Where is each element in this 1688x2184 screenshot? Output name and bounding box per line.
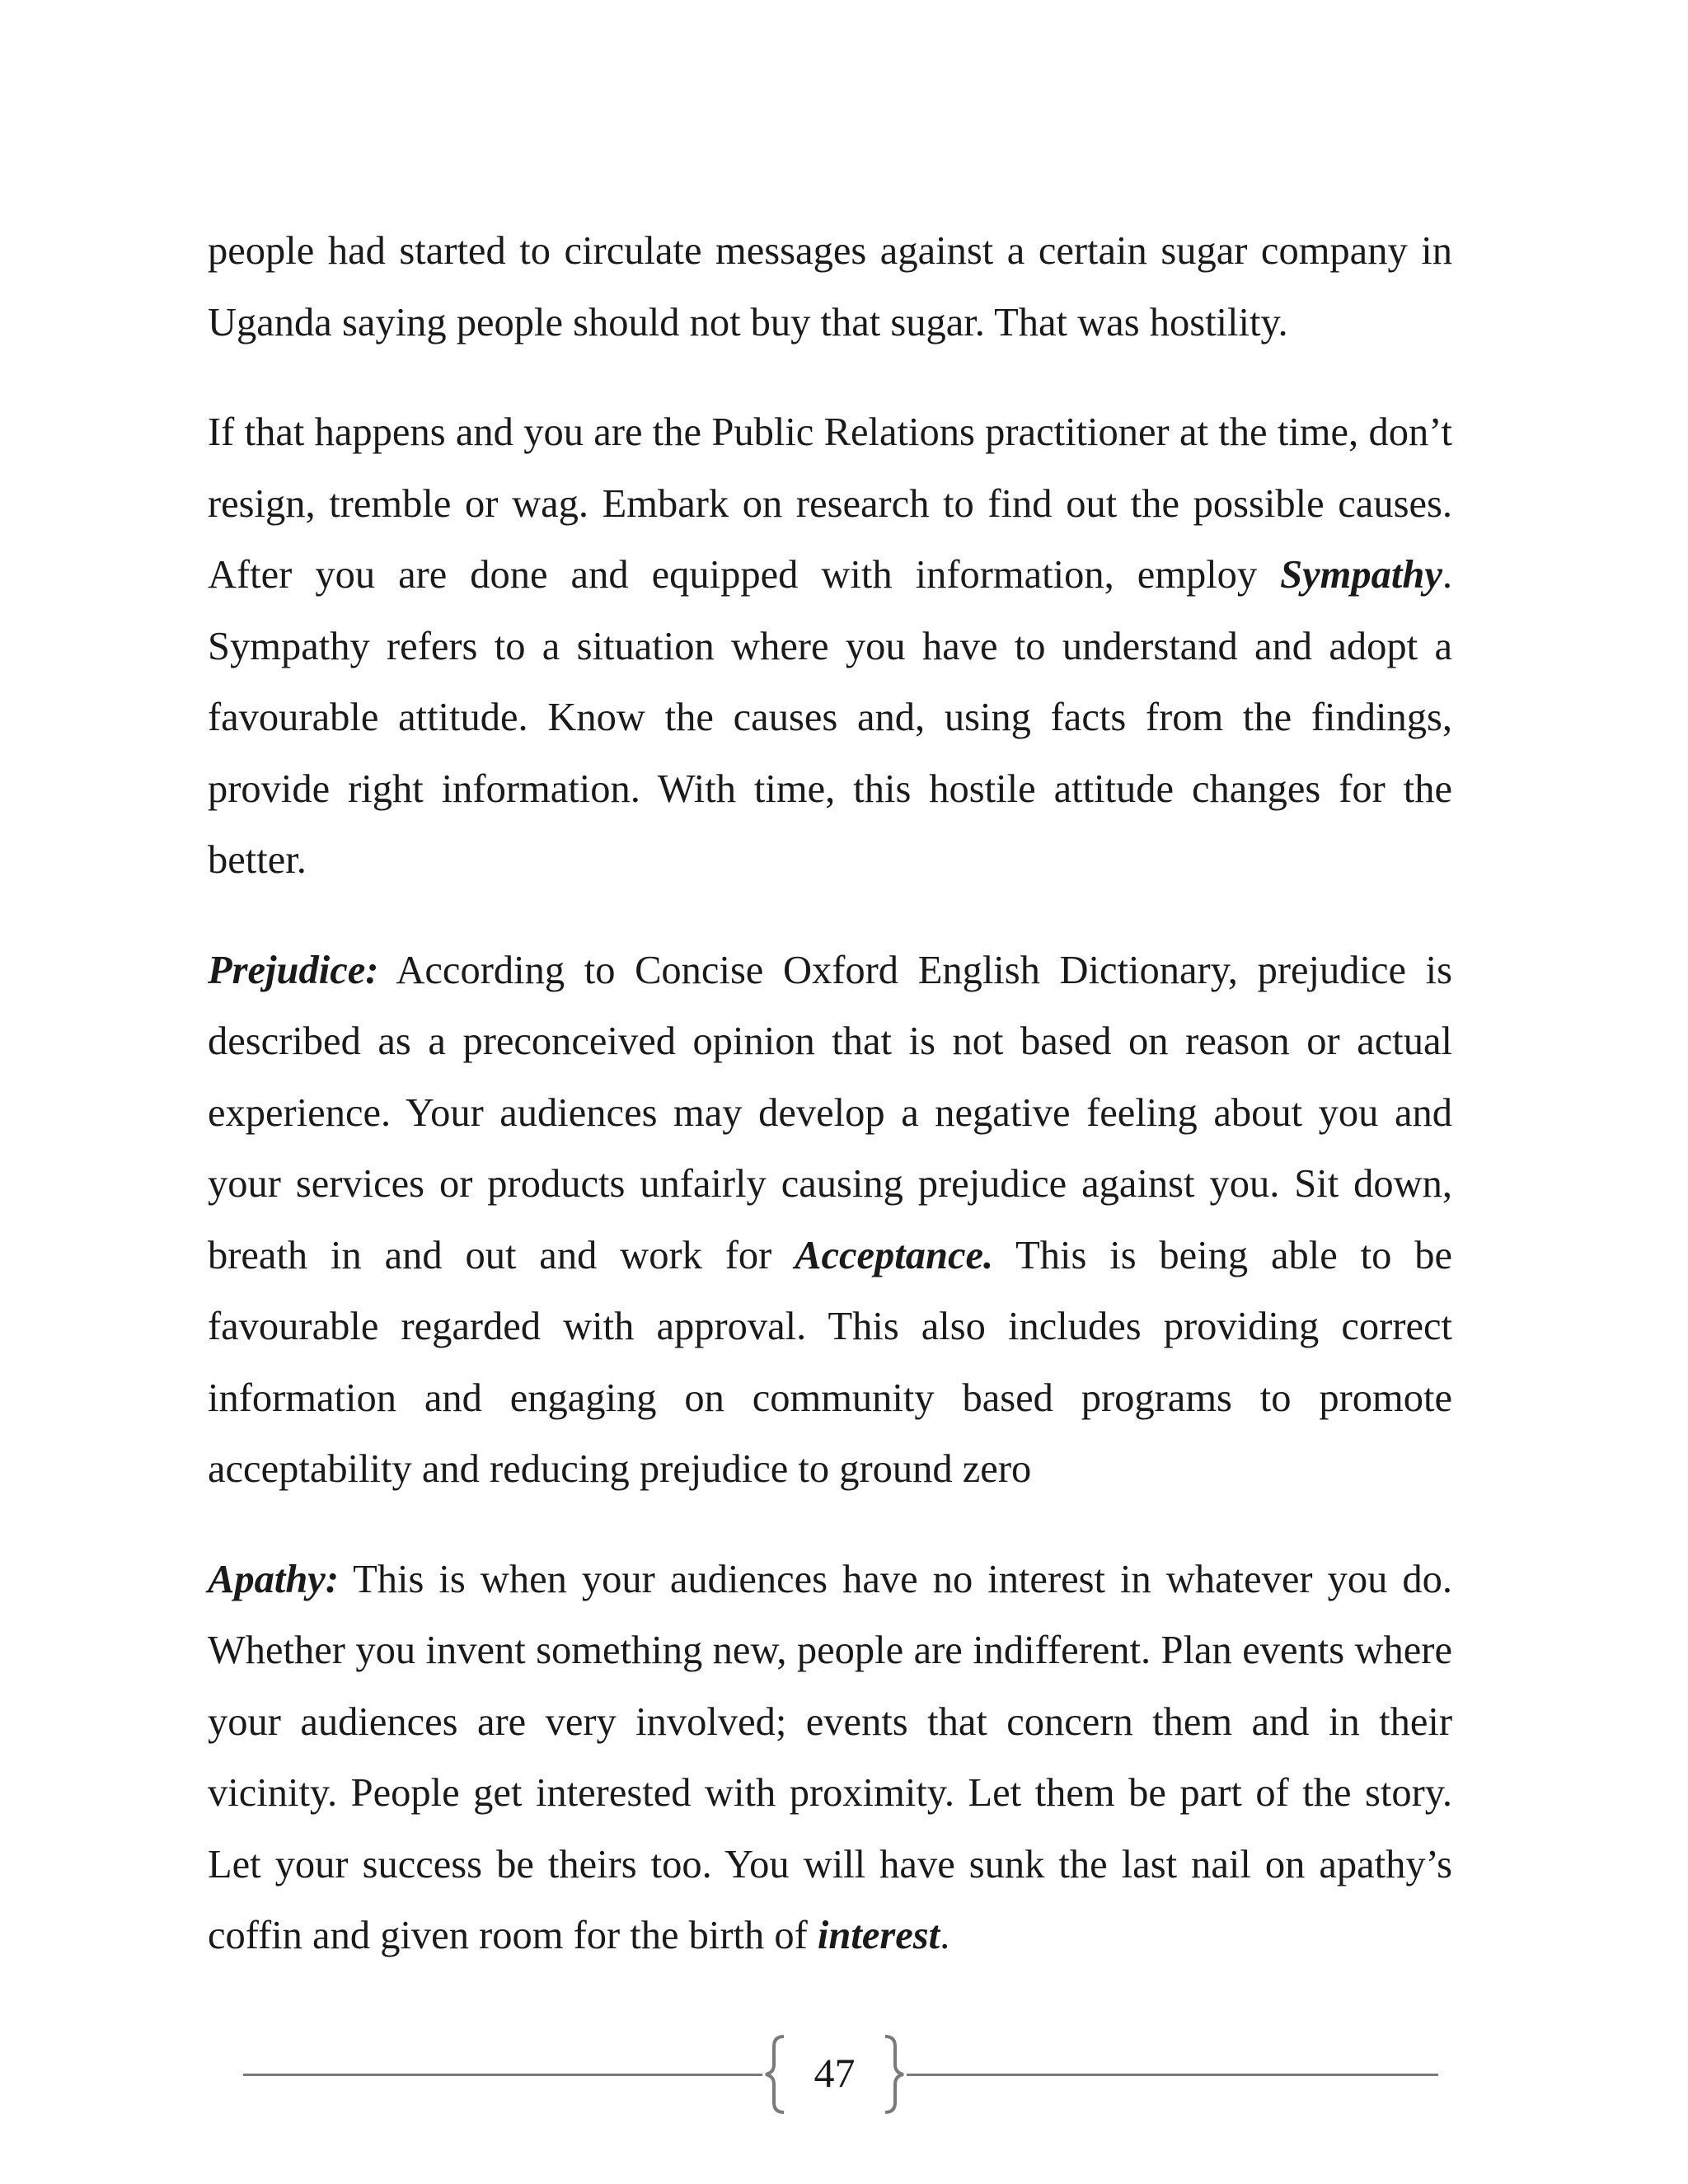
paragraph-text: people had started to circulate messages against a certain sugar company in Uganda saying people should not buy that sugar. That was hostility.	[208, 229, 1452, 344]
paragraph-text: According to Concise Oxford English Dictionary, prejudice is described as a preconceived opinion that is not based on reason or actual experience. Your audiences may develop a negative feeling about you and your services or products unfairly causing prejudice against you. Sit down, breath in and out and work for	[208, 948, 1452, 1277]
paragraph-text: . Sympathy refers to a situation where you have to understand and adopt a favourable attitude. Know the causes and, using facts from the findings, provide right information. With time, this hostile attitude changes for the better.	[208, 553, 1452, 882]
term-prejudice: Prejudice:	[208, 948, 379, 992]
left-brace-icon	[762, 2032, 787, 2114]
page-number: 47	[814, 2050, 856, 2096]
paragraph-text: This is being able to be favourable regarded with approval. This also includes providing correct information and engaging on community based programs to promote acceptability and reducing prejudice to ground zero	[208, 1233, 1452, 1491]
term-apathy: Apathy:	[208, 1557, 339, 1601]
paragraph-apathy	[208, 1544, 1452, 1972]
paragraph-text: If that happens and you are the Public Relations practitioner at the time, don’t resign, tremble or wag. Embark on research to find out the possible causes. After you are done and equipped with information, employ	[208, 410, 1452, 597]
paragraph-text: This is when your audiences have no interest in whatever you do. Whether you invent something new, people are indifferent. Plan events where your audiences are very involved; events that concern them and in their vicinity. People get interested with proximity. Let them be part of the story. Let your success be theirs too. You will have sunk the last nail on apathy’s coffin and given room for the birth of	[208, 1557, 1452, 1957]
footer-rule-right	[907, 2074, 1438, 2076]
term-interest: interest	[817, 1914, 940, 1957]
term-sympathy: Sympathy	[1280, 553, 1442, 597]
term-acceptance: Acceptance.	[795, 1233, 994, 1277]
paragraph-text: .	[940, 1914, 950, 1957]
paragraph-prejudice	[208, 935, 1452, 1506]
page-body	[208, 216, 1452, 2011]
paragraph-sympathy	[208, 397, 1452, 897]
paragraph-hostility	[208, 216, 1452, 359]
page-footer	[243, 2032, 1438, 2114]
footer-rule-left	[243, 2074, 762, 2076]
right-brace-icon	[882, 2032, 907, 2114]
